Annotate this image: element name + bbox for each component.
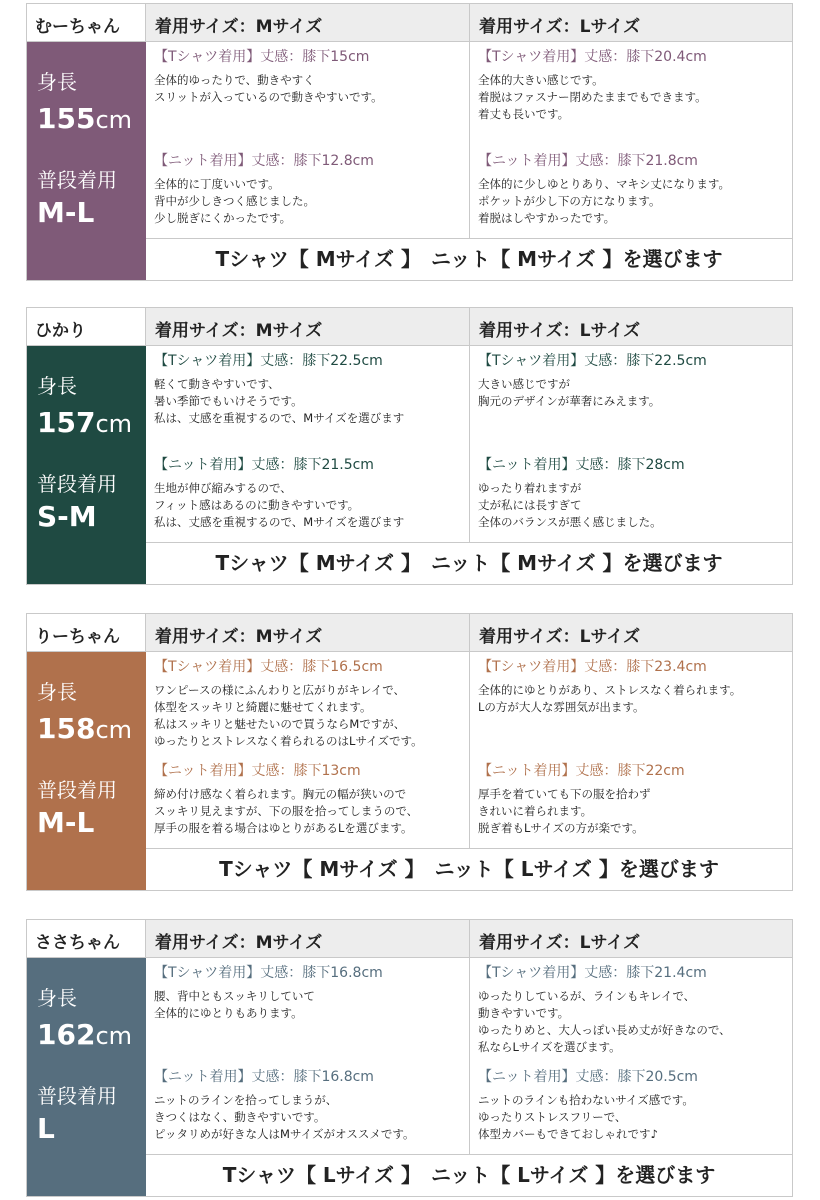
model-card bbox=[26, 613, 793, 891]
size-choice-result: Tシャツ【 Mサイズ 】 ニット【 Lサイズ 】を選びます bbox=[146, 848, 792, 890]
l-tshirt-section bbox=[478, 658, 788, 716]
l-knit-section bbox=[478, 152, 788, 227]
height-label: 身長 bbox=[37, 986, 77, 1010]
m-knit-comment: 全体的に丁度いいです。 背中が少しきつく感じました。 少し脱ぎにくかったです。 bbox=[154, 177, 315, 225]
size-choice-result: Tシャツ【 Mサイズ 】 ニット【 Mサイズ 】を選びます bbox=[146, 542, 792, 584]
usual-size-label: 普段着用 bbox=[37, 472, 117, 496]
l-knit-comment: 厚手を着ていても下の服を拾わず きれいに着られます。 脱ぎ着もLサイズの方が楽です。 bbox=[478, 787, 651, 835]
usual-size-value: S-M bbox=[37, 500, 97, 533]
m-tshirt-title: 【Tシャツ着用】丈感：膝下15cm bbox=[154, 49, 370, 65]
m-knit-section bbox=[154, 1068, 465, 1143]
m-knit-section bbox=[154, 152, 465, 227]
l-knit-section bbox=[478, 456, 788, 531]
model-name: りーちゃん bbox=[27, 614, 146, 652]
m-tshirt-section bbox=[154, 352, 465, 427]
l-tshirt-title: 【Tシャツ着用】丈感：膝下20.4cm bbox=[478, 49, 707, 65]
model-card bbox=[26, 919, 793, 1197]
m-tshirt-title: 【Tシャツ着用】丈感：膝下16.8cm bbox=[154, 965, 383, 981]
height-label: 身長 bbox=[37, 374, 77, 398]
l-tshirt-comment: 大きい感じですが 胸元のデザインが華奢にみえます。 bbox=[478, 377, 661, 408]
l-knit-title: 【ニット着用】丈感：膝下28cm bbox=[478, 457, 685, 473]
l-knit-title: 【ニット着用】丈感：膝下20.5cm bbox=[478, 1069, 698, 1085]
height-value: 155cm bbox=[37, 102, 133, 135]
model-card bbox=[26, 307, 793, 585]
l-knit-section bbox=[478, 1068, 788, 1143]
height-label: 身長 bbox=[37, 70, 77, 94]
usual-size-label: 普段着用 bbox=[37, 168, 117, 192]
size-choice-result: Tシャツ【 Lサイズ 】 ニット【 Lサイズ 】を選びます bbox=[146, 1154, 792, 1196]
l-tshirt-title: 【Tシャツ着用】丈感：膝下23.4cm bbox=[478, 659, 707, 675]
m-tshirt-section bbox=[154, 964, 465, 1022]
l-tshirt-section bbox=[478, 48, 788, 123]
model-profile-panel bbox=[27, 42, 146, 280]
m-knit-comment: 生地が伸び縮みするので、 フィット感はあるのに動きやすいです。 私は、丈感を重視するので、Mサイズを選びます bbox=[154, 481, 405, 529]
m-knit-title: 【ニット着用】丈感：膝下12.8cm bbox=[154, 153, 374, 169]
l-knit-comment: ゆったり着れますが 丈が私には長すぎて 全体のバランスが悪く感じました。 bbox=[478, 481, 662, 529]
l-tshirt-comment: 全体的にゆとりがあり、ストレスなく着られます。 Lの方が大人な雰囲気が出ます。 bbox=[478, 683, 742, 714]
l-tshirt-comment: 全体的大きい感じです。 着脱はファスナー閉めたままでもできます。 着丈も長いです。 bbox=[478, 73, 707, 121]
model-card bbox=[26, 3, 793, 281]
header-m-size: 着用サイズ：Mサイズ bbox=[146, 4, 470, 42]
m-knit-comment: ニットのラインを拾ってしまうが、 きつくはなく、動きやすいです。 ピッタリめが好きな人はMサイズがオススメです。 bbox=[154, 1093, 415, 1141]
header-m-size: 着用サイズ：Mサイズ bbox=[146, 920, 470, 958]
l-tshirt-comment: ゆったりしているが、ラインもキレイで、 動きやすいです。 ゆったりめと、大人っぽい長め丈が好きなので、 私ならLサイズを選びます。 bbox=[478, 989, 731, 1054]
m-knit-title: 【ニット着用】丈感：膝下21.5cm bbox=[154, 457, 374, 473]
l-tshirt-title: 【Tシャツ着用】丈感：膝下22.5cm bbox=[478, 353, 707, 369]
header-l-size: 着用サイズ：Lサイズ bbox=[470, 4, 792, 42]
l-knit-title: 【ニット着用】丈感：膝下22cm bbox=[478, 763, 685, 779]
m-tshirt-title: 【Tシャツ着用】丈感：膝下22.5cm bbox=[154, 353, 383, 369]
m-tshirt-title: 【Tシャツ着用】丈感：膝下16.5cm bbox=[154, 659, 383, 675]
header-m-size: 着用サイズ：Mサイズ bbox=[146, 614, 470, 652]
height-value: 162cm bbox=[37, 1018, 133, 1051]
l-size-column bbox=[470, 42, 792, 238]
l-knit-comment: ニットのラインも拾わないサイズ感です。 ゆったりストレスフリーで、 体型カバーもできておしゃれです♪ bbox=[478, 1093, 694, 1141]
model-profile-panel bbox=[27, 346, 146, 584]
m-size-column bbox=[146, 652, 470, 848]
m-knit-title: 【ニット着用】丈感：膝下13cm bbox=[154, 763, 361, 779]
m-tshirt-comment: 全体的ゆったりで、動きやすく スリットが入っているので動きやすいです。 bbox=[154, 73, 383, 104]
usual-size-value: M-L bbox=[37, 196, 95, 229]
header-l-size: 着用サイズ：Lサイズ bbox=[470, 308, 792, 346]
l-knit-title: 【ニット着用】丈感：膝下21.8cm bbox=[478, 153, 698, 169]
m-knit-title: 【ニット着用】丈感：膝下16.8cm bbox=[154, 1069, 374, 1085]
m-knit-section bbox=[154, 762, 465, 837]
l-tshirt-title: 【Tシャツ着用】丈感：膝下21.4cm bbox=[478, 965, 707, 981]
m-tshirt-comment: 軽くて動きやすいです、 暑い季節でもいけそうです。 私は、丈感を重視するので、Mサイズを選びます bbox=[154, 377, 405, 425]
m-knit-section bbox=[154, 456, 465, 531]
model-name: むーちゃん bbox=[27, 4, 146, 42]
m-tshirt-comment: ワンピースの様にふんわりと広がりがキレイで、 体型をスッキリと綺麗に魅せてくれます。 私はスッキリと魅せたいので買うならMですが、 ゆったりとストレスなく着られるのはLサイズです。 bbox=[154, 683, 423, 748]
m-knit-comment: 締め付け感なく着られます。胸元の幅が狭いので スッキリ見えますが、下の服を拾ってしまうので、 厚手の服を着る場合はゆとりがあるLを選びます。 bbox=[154, 787, 419, 835]
height-value: 158cm bbox=[37, 712, 133, 745]
header-l-size: 着用サイズ：Lサイズ bbox=[470, 614, 792, 652]
usual-size-label: 普段着用 bbox=[37, 778, 117, 802]
m-tshirt-section bbox=[154, 658, 465, 750]
header-l-size: 着用サイズ：Lサイズ bbox=[470, 920, 792, 958]
usual-size-value: L bbox=[37, 1112, 55, 1145]
l-size-column bbox=[470, 346, 792, 542]
l-size-column bbox=[470, 958, 792, 1154]
m-size-column bbox=[146, 958, 470, 1154]
model-profile-panel bbox=[27, 652, 146, 890]
height-value: 157cm bbox=[37, 406, 133, 439]
header-m-size: 着用サイズ：Mサイズ bbox=[146, 308, 470, 346]
l-size-column bbox=[470, 652, 792, 848]
l-knit-section bbox=[478, 762, 788, 837]
m-size-column bbox=[146, 42, 470, 238]
l-knit-comment: 全体的に少しゆとりあり、マキシ丈になります。 ポケットが少し下の方になります。 着脱はしやすかったです。 bbox=[478, 177, 730, 225]
usual-size-value: M-L bbox=[37, 806, 95, 839]
m-size-column bbox=[146, 346, 470, 542]
model-name: ひかり bbox=[27, 308, 146, 346]
l-tshirt-section bbox=[478, 964, 788, 1056]
size-choice-result: Tシャツ【 Mサイズ 】 ニット【 Mサイズ 】を選びます bbox=[146, 238, 792, 280]
model-profile-panel bbox=[27, 958, 146, 1196]
m-tshirt-comment: 腰、背中ともスッキリしていて 全体的にゆとりもあります。 bbox=[154, 989, 315, 1020]
usual-size-label: 普段着用 bbox=[37, 1084, 117, 1108]
l-tshirt-section bbox=[478, 352, 788, 410]
model-name: ささちゃん bbox=[27, 920, 146, 958]
m-tshirt-section bbox=[154, 48, 465, 106]
height-label: 身長 bbox=[37, 680, 77, 704]
